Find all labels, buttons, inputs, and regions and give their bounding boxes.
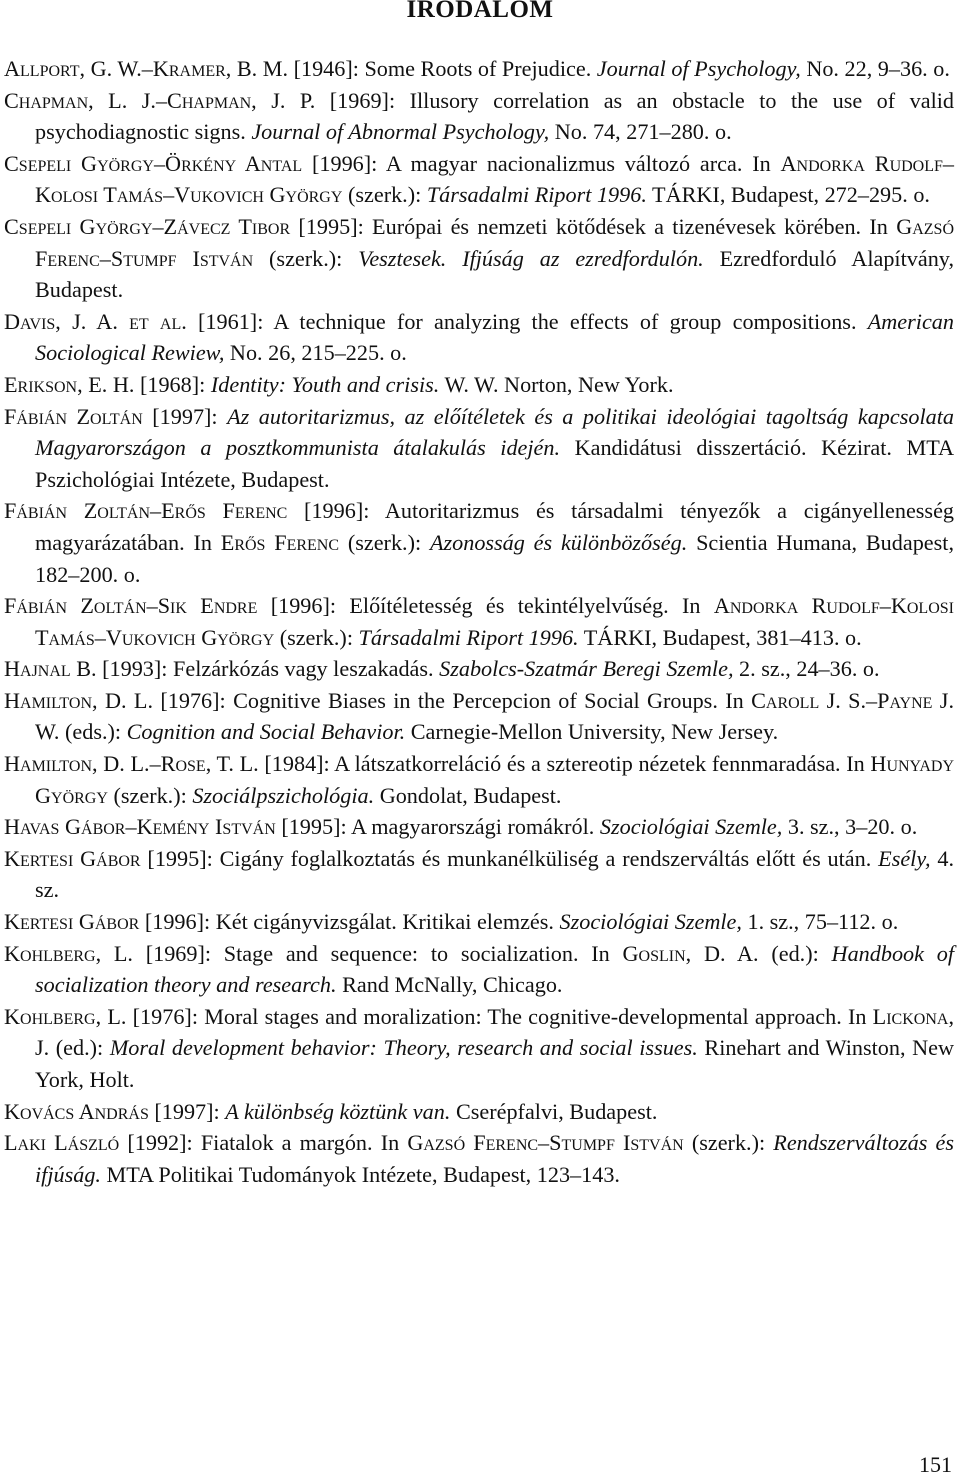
reference-author: Erős Ferenc <box>220 529 340 555</box>
reference-author: Hamilton, D. L.–Rose, T. L. <box>4 751 259 777</box>
reference-entry <box>4 85 954 148</box>
reference-title: Társadalmi Riport 1996. <box>426 182 647 208</box>
reference-text: [1969]: Illusory correlation as an obstacle to the use of valid psychodiagnostic signs. <box>35 87 954 145</box>
reference-text: Ezredforduló Alapítvány, Budapest. <box>35 245 954 303</box>
reference-text: [1946]: Some Roots of Prejudice. <box>288 56 597 81</box>
reference-author: Havas Gábor–Kemény István <box>4 814 276 840</box>
reference-text: [1984]: A látszatkorreláció és a sztereotip nézetek fennmaradása. In <box>258 751 871 777</box>
reference-text: [1996]: A magyar nacionalizmus változó arca. In <box>302 150 781 176</box>
reference-author: Erikson, E. H. <box>4 371 135 397</box>
reference-title: Társadalmi Riport 1996. <box>358 624 579 650</box>
reference-text: (szerk.): <box>274 624 359 650</box>
reference-text: Rinehart and Winston, New York, Holt. <box>35 1035 954 1092</box>
reference-author: Fábián Zoltán–Erős Ferenc <box>4 498 288 524</box>
reference-text: (szerk.): <box>683 1130 774 1156</box>
reference-entry <box>4 811 954 843</box>
reference-text: (eds.): <box>59 719 127 745</box>
reference-text: (szerk.): <box>253 245 359 271</box>
reference-author: Fábián Zoltán <box>4 403 143 429</box>
reference-text: (ed.): <box>49 1035 110 1061</box>
reference-title: Moral development behavior: Theory, research and social issues. <box>109 1035 698 1061</box>
reference-text: Cserépfalvi, Budapest. <box>450 1098 658 1124</box>
reference-author: Kertesi Gábor <box>4 909 140 935</box>
reference-author: Lickona, J. <box>35 1003 954 1061</box>
reference-author: Kohlberg, L. <box>4 1003 127 1029</box>
reference-text: [1996]: Két cigányvizsgálat. Kritikai elemzés. <box>139 909 560 935</box>
reference-entry <box>4 369 954 401</box>
reference-text: (ed.): <box>758 940 832 966</box>
reference-author: Gazsó Ferenc–Stumpf István <box>35 213 955 271</box>
reference-title: Esély, <box>878 845 931 871</box>
reference-author: Kertesi Gábor <box>4 845 141 871</box>
reference-text: (szerk.): <box>342 182 427 208</box>
page-number: 151 <box>919 1452 952 1477</box>
reference-title: Cognition and Social Behavior. <box>126 719 406 745</box>
reference-entry <box>4 590 954 653</box>
reference-entry <box>4 148 954 211</box>
reference-text: [1995]: A magyarországi romákról. <box>275 814 600 840</box>
reference-text: [1996]: Autoritarizmus és társadalmi tényezők a cigányellenesség magyarázatában. In <box>35 498 955 555</box>
reference-author: Goslin, D. A. <box>622 940 759 966</box>
reference-entry <box>4 653 954 685</box>
reference-entry <box>4 906 954 938</box>
reference-title: Rendszerváltozás és ifjúság. <box>35 1130 954 1187</box>
reference-title: Szociológiai Szemle, <box>559 909 742 935</box>
reference-text: 3. sz., 3–20. o. <box>782 814 918 840</box>
reference-entry <box>4 495 954 590</box>
reference-author: Andorka Rudolf–Kolosi Tamás–Vukovich György <box>35 150 955 208</box>
reference-text: (szerk.): <box>107 782 193 808</box>
reference-entry <box>4 401 954 496</box>
reference-text: [1961]: A technique for analyzing the effects of group compositions. <box>186 308 868 334</box>
reference-text: [1997]: <box>148 1098 226 1124</box>
reference-text: Gondolat, Budapest. <box>374 782 562 808</box>
reference-title: Journal of Abnormal Psychology, <box>251 119 550 145</box>
reference-author: Andorka Rudolf–Kolosi Tamás–Vukovich György <box>35 593 954 650</box>
reference-entry <box>4 211 954 306</box>
reference-text: [1969]: Stage and sequence: to socialization. In <box>132 940 623 966</box>
reference-text: Scientia Humana, Budapest, 182–200. o. <box>35 529 954 587</box>
reference-entry <box>4 1001 954 1096</box>
reference-entry <box>4 1096 954 1128</box>
reference-author: Caroll J. S.–Payne J. W. <box>35 687 954 745</box>
reference-text: 4. sz. <box>35 845 954 903</box>
reference-author: Allport, G. W.–Kramer, B. M. <box>4 56 289 81</box>
reference-text: [1976]: Cognitive Biases in the Percepcion of Social Groups. In <box>153 687 752 713</box>
reference-author: Chapman, L. J.–Chapman, J. P. <box>4 87 316 113</box>
reference-text: No. 26, 215–225. o. <box>224 340 407 366</box>
reference-entry <box>4 938 954 1001</box>
reference-author: Hamilton, D. L. <box>4 687 153 713</box>
reference-text: Kandidátusi disszertáció. Kézirat. MTA Pszichológiai Intézete, Budapest. <box>35 435 954 492</box>
reference-text: (szerk.): <box>339 529 430 555</box>
reference-title: Journal of Psychology, <box>596 56 801 81</box>
reference-list <box>4 53 954 1190</box>
reference-title: Identity: Youth and crisis. <box>210 371 440 397</box>
reference-author: Hunyady György <box>35 751 954 808</box>
reference-text: 1. sz., 75–112. o. <box>741 909 899 935</box>
reference-text: TÁRKI, Budapest, 272–295. o. <box>646 182 930 208</box>
reference-author: Davis, J. A. et al. <box>4 308 187 334</box>
reference-entry <box>4 685 954 748</box>
reference-text: [1997]: <box>142 403 228 429</box>
reference-text: Carnegie-Mellon University, New Jersey. <box>405 719 779 745</box>
reference-text: W. W. Norton, New York. <box>439 371 674 397</box>
reference-title: Az autoritarizmus, az előítéletek és a politikai ideológiai tagoltság kapcsolata Magyarországon a posztkommunista átalakulás idején. <box>35 403 954 461</box>
reference-title: Szociálpszichológia. <box>192 782 375 808</box>
reference-text: [1995]: Európai és nemzeti kötődések a tizenévesek körében. In <box>290 213 897 239</box>
reference-text: [1995]: Cigány foglalkoztatás és munkanélküliség a rendszerváltás előtt és után. <box>140 845 879 871</box>
reference-author: Laki László <box>4 1130 120 1156</box>
reference-author: Csepeli György–Závecz Tibor <box>4 213 291 239</box>
reference-entry <box>4 748 954 811</box>
reference-author: Kovács András <box>4 1098 149 1124</box>
reference-text: [1993]: Felzárkózás vagy leszakadás. <box>96 656 440 682</box>
reference-title: Handbook of socialization theory and research. <box>35 940 954 998</box>
reference-text: MTA Politikai Tudományok Intézete, Budapest, 123–143. <box>100 1161 620 1187</box>
reference-author: Hajnal B. <box>4 656 97 682</box>
reference-author: Fábián Zoltán–Sik Endre <box>4 593 258 619</box>
page-title: IRODALOM <box>406 0 554 23</box>
reference-text: Rand McNally, Chicago. <box>336 972 563 998</box>
reference-entry <box>4 306 954 369</box>
reference-entry <box>4 1127 954 1190</box>
reference-entry <box>4 53 954 85</box>
reference-author: Gazsó Ferenc–Stumpf István <box>407 1130 684 1156</box>
reference-text: 2. sz., 24–36. o. <box>733 656 880 682</box>
reference-entry <box>4 843 954 906</box>
reference-text: [1976]: Moral stages and moralization: The cognitive-developmental approach. In <box>126 1003 873 1029</box>
reference-author: Csepeli György–Örkény Antal <box>4 150 303 176</box>
reference-text: No. 22, 9–36. o. <box>800 56 950 81</box>
reference-title: Azonosság és különbözőség. <box>429 529 688 555</box>
reference-title: A különbség köztünk van. <box>225 1098 451 1124</box>
reference-title: Szabolcs-Szatmár Beregi Szemle, <box>439 656 734 682</box>
reference-title: Vesztesek. Ifjúság az ezredfordulón. <box>358 245 704 271</box>
reference-text: [1968]: <box>134 371 211 397</box>
reference-text: [1992]: Fiatalok a margón. In <box>119 1130 408 1156</box>
reference-text: No. 74, 271–280. o. <box>549 119 732 145</box>
reference-text: [1996]: Előítéletesség és tekintélyelvűség. In <box>257 593 714 619</box>
reference-title: Szociológiai Szemle, <box>599 814 783 840</box>
reference-text: TÁRKI, Budapest, 381–413. o. <box>578 624 862 650</box>
reference-author: Kohlberg, L. <box>4 940 133 966</box>
reference-title: American Sociological Rewiew, <box>35 308 954 366</box>
